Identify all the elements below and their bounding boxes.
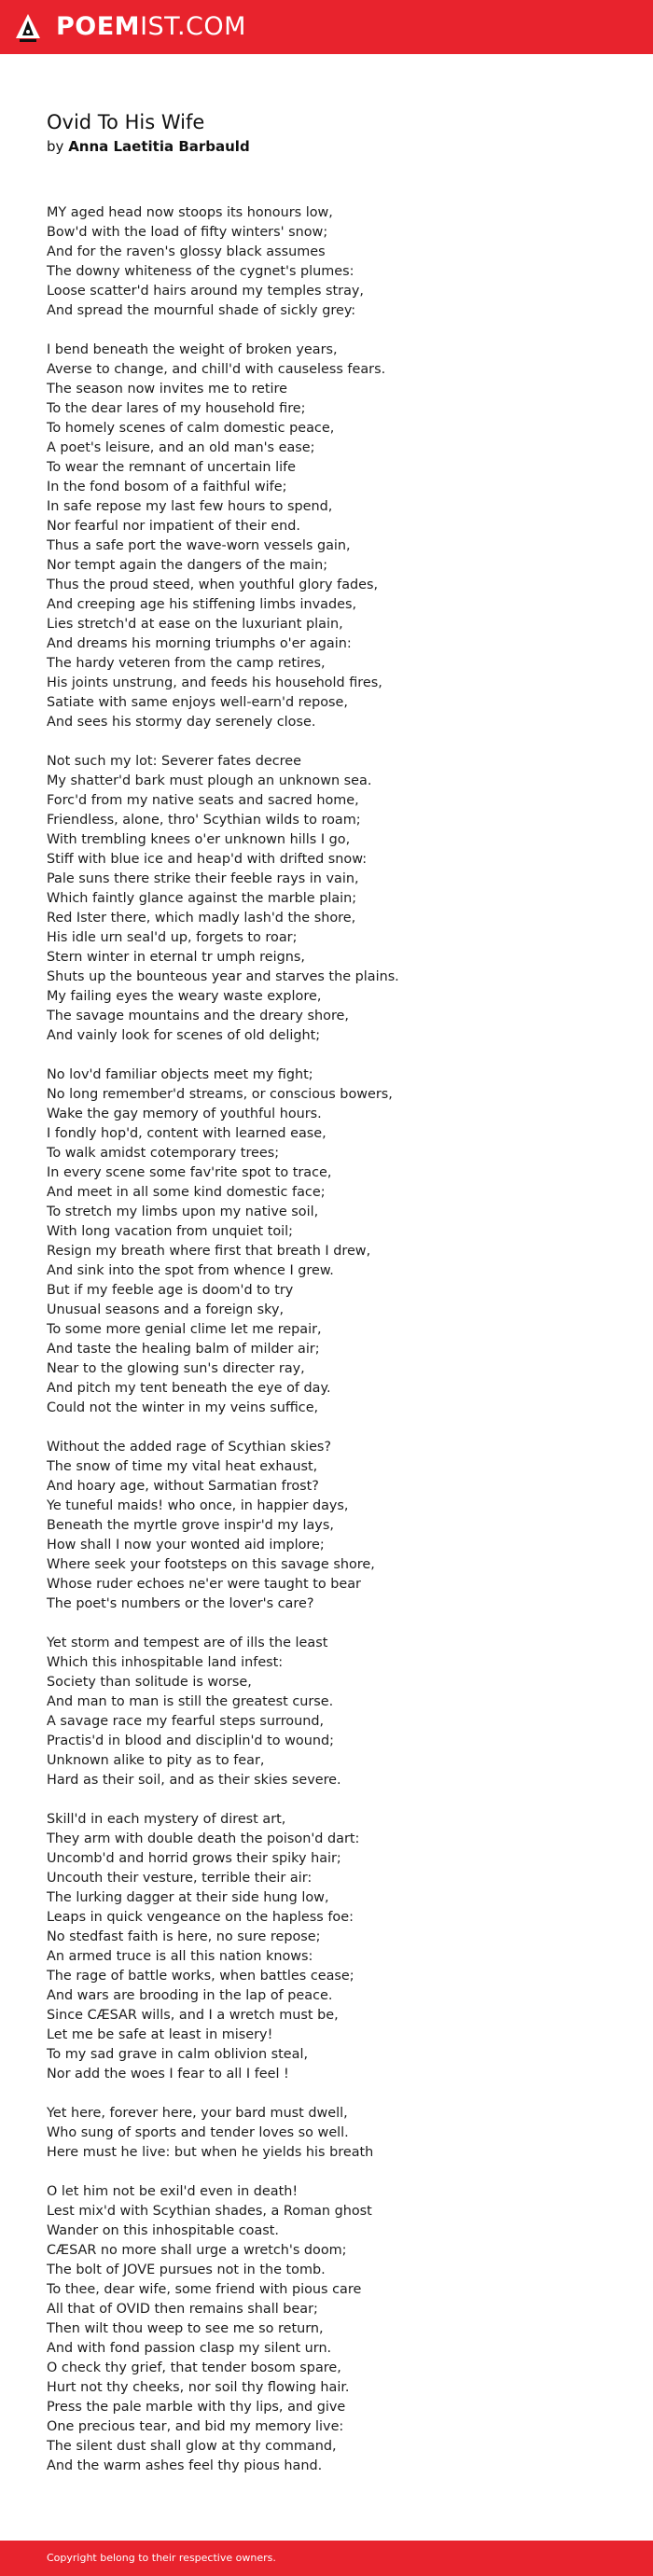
poem-line: The lurking dagger at their side hung low, xyxy=(47,1890,329,1905)
poem-line: Stiff with blue ice and heap'd with drifted snow: xyxy=(47,852,368,867)
stanza xyxy=(47,2182,625,2476)
poem-line: Skill'd in each mystery of direst art, xyxy=(47,1812,286,1827)
site-logo-text[interactable] xyxy=(56,12,246,42)
poem-line: And vainly look for scenes of old delight; xyxy=(47,1028,321,1043)
poem-line: The hardy veteren from the camp retires, xyxy=(47,656,326,671)
poem-line: Practis'd in blood and disciplin'd to wound; xyxy=(47,1734,334,1748)
stanza xyxy=(47,203,625,321)
poem-line: And man to man is still the greatest curse. xyxy=(47,1694,334,1709)
poem-line: The savage mountains and the dreary shore, xyxy=(47,1009,349,1023)
poem-line: Thus a safe port the wave-worn vessels gain, xyxy=(47,538,351,553)
poem-line: The bolt of JOVE pursues not in the tomb. xyxy=(47,2263,326,2277)
poem-line: Where seek your footsteps on this savage shore, xyxy=(47,1557,375,1572)
byline xyxy=(47,136,250,157)
poem-line: Friendless, alone, thro' Scythian wilds to roam; xyxy=(47,813,361,828)
poem-line: Wake the gay memory of youthful hours. xyxy=(47,1107,322,1121)
byline-prefix: by xyxy=(47,138,64,155)
poem-line: Since CÆSAR wills, and I a wretch must be, xyxy=(47,2008,339,2023)
poem-line: His idle urn seal'd up, forgets to roar; xyxy=(47,930,298,945)
poem-line: And creeping age his stiffening limbs invades, xyxy=(47,597,357,612)
poem-line: Society than solitude is worse, xyxy=(47,1675,252,1690)
poem-line: Uncouth their vesture, terrible their air: xyxy=(47,1871,313,1886)
poem-line: Yet storm and tempest are of ills the least xyxy=(47,1636,328,1650)
poem-line: And meet in all some kind domestic face; xyxy=(47,1185,326,1200)
poem-line: To homely scenes of calm domestic peace, xyxy=(47,421,335,436)
poem-line: Leaps in quick vengeance on the hapless foe: xyxy=(47,1910,354,1925)
site-header xyxy=(0,0,653,54)
poem-line: Unusual seasons and a foreign sky, xyxy=(47,1302,285,1317)
poem-line: The snow of time my vital heat exhaust, xyxy=(47,1459,318,1474)
poem-line: O check thy grief, that tender bosom spare, xyxy=(47,2360,341,2375)
poem-line: Without the added rage of Scythian skies? xyxy=(47,1440,332,1455)
poem-line: With long vacation from unquiet toil; xyxy=(47,1224,294,1239)
poem-line: Not such my lot: Severer fates decree xyxy=(47,754,301,769)
poem-line: How shall I now your wonted aid implore; xyxy=(47,1538,325,1553)
poem-line: Uncomb'd and horrid grows their spiky hair; xyxy=(47,1851,341,1866)
stanza xyxy=(47,2104,625,2163)
poem-line: Red Ister there, which madly lash'd the shore, xyxy=(47,911,356,926)
quill-logo-icon[interactable] xyxy=(15,13,41,43)
poem-line: Lest mix'd with Scythian shades, a Roman ghost xyxy=(47,2204,372,2219)
poem-line: And sees his stormy day serenely close. xyxy=(47,715,316,730)
stanza xyxy=(47,341,625,732)
poem-line: The rage of battle works, when battles cease; xyxy=(47,1969,354,1984)
stanza xyxy=(47,1065,625,1418)
poem-line: MY aged head now stoops its honours low, xyxy=(47,205,333,220)
poem-line: And hoary age, without Sarmatian frost? xyxy=(47,1479,319,1494)
poem-line: And pitch my tent beneath the eye of day. xyxy=(47,1381,331,1396)
poem-line: One precious tear, and bid my memory live: xyxy=(47,2419,344,2434)
poem-line: Let me be safe at least in misery! xyxy=(47,2027,273,2042)
poem-line: To some more genial clime let me repair, xyxy=(47,1322,322,1337)
poem-line: Bow'd with the load of fifty winters' snow; xyxy=(47,225,328,240)
site-footer xyxy=(0,2541,653,2576)
poem-line: And for the raven's glossy black assumes xyxy=(47,244,326,259)
copyright-text: Copyright belong to their respective owners. xyxy=(47,2552,276,2564)
poem-line: Pale suns there strike their feeble rays in vain, xyxy=(47,871,359,886)
poem-line: And spread the mournful shade of sickly grey: xyxy=(47,303,356,318)
poem-title: Ovid To His Wife xyxy=(47,111,205,133)
poem-line: My shatter'd bark must plough an unknown sea. xyxy=(47,773,372,788)
poem-line: O let him not be exil'd even in death! xyxy=(47,2184,299,2199)
poem-line: An armed truce is all this nation knows: xyxy=(47,1949,313,1964)
poem-line: To walk amidst cotemporary trees; xyxy=(47,1146,280,1161)
poem-line: And sink into the spot from whence I grew. xyxy=(47,1263,334,1278)
logo-bold-part: POEM xyxy=(56,12,141,41)
poem-line: Beneath the myrtle grove inspir'd my lays, xyxy=(47,1518,334,1533)
poem-line: And the warm ashes feel thy pious hand. xyxy=(47,2458,323,2473)
poem-line: I fondly hop'd, content with learned ease, xyxy=(47,1126,326,1141)
poem-line: But if my feeble age is doom'd to try xyxy=(47,1283,294,1298)
logo-rest-part: IST.COM xyxy=(140,12,246,41)
poem-line: Here must he live: but when he yields his breath xyxy=(47,2145,374,2160)
poem-line: Satiate with same enjoys well-earn'd repose, xyxy=(47,695,348,710)
poem-line: Lies stretch'd at ease on the luxuriant plain, xyxy=(47,617,343,632)
poem-line: Ye tuneful maids! who once, in happier days, xyxy=(47,1498,349,1513)
poem-line: The poet's numbers or the lover's care? xyxy=(47,1596,314,1611)
poem-line: Stern winter in eternal tr umph reigns, xyxy=(47,950,305,965)
poem-line: And wars are brooding in the lap of peace. xyxy=(47,1988,333,2003)
poem-line: Loose scatter'd hairs around my temples stray, xyxy=(47,284,364,299)
poem-line: Thus the proud steed, when youthful glory fades, xyxy=(47,578,379,592)
poem-line: Resign my breath where first that breath I drew, xyxy=(47,1244,371,1259)
poem-line: A savage race my fearful steps surround, xyxy=(47,1714,325,1729)
poem-line: Nor tempt again the dangers of the main; xyxy=(47,558,328,573)
stanza xyxy=(47,1438,625,1614)
poem-line: No lov'd familiar objects meet my fight; xyxy=(47,1067,313,1082)
poem-line: I bend beneath the weight of broken years, xyxy=(47,342,338,357)
poem-line: And taste the healing balm of milder air; xyxy=(47,1342,320,1357)
poem-line: The downy whiteness of the cygnet's plumes: xyxy=(47,264,354,279)
poem-line: Yet here, forever here, your bard must dwell, xyxy=(47,2106,348,2121)
poem-line: With trembling knees o'er unknown hills I go, xyxy=(47,832,351,847)
poem-line: To the dear lares of my household fire; xyxy=(47,401,306,416)
poem-line: No long remember'd streams, or conscious bowers, xyxy=(47,1087,393,1102)
author-name[interactable]: Anna Laetitia Barbauld xyxy=(68,138,250,155)
stanza xyxy=(47,752,625,1046)
poem-line: Could not the winter in my veins suffice, xyxy=(47,1400,319,1415)
poem-line: In the fond bosom of a faithful wife; xyxy=(47,480,287,494)
poem-line: Forc'd from my native seats and sacred home, xyxy=(47,793,359,808)
poem-line: His joints unstrung, and feeds his household fires, xyxy=(47,675,382,690)
stanza xyxy=(47,1810,625,2084)
poem-line: Averse to change, and chill'd with causeless fears. xyxy=(47,362,386,377)
poem-line: Hurt not thy cheeks, nor soil thy flowing hair. xyxy=(47,2380,350,2395)
poem-line: To thee, dear wife, some friend with pious care xyxy=(47,2282,362,2297)
poem-line: In safe repose my last few hours to spend, xyxy=(47,499,333,514)
poem-line: A poet's leisure, and an old man's ease; xyxy=(47,440,315,455)
poem-line: No stedfast faith is here, no sure repose; xyxy=(47,1929,321,1944)
poem-line: The season now invites me to retire xyxy=(47,382,287,397)
poem-line: CÆSAR no more shall urge a wretch's doom; xyxy=(47,2243,347,2258)
poem-line: In every scene some fav'rite spot to trace, xyxy=(47,1165,332,1180)
poem-line: Unknown alike to pity as to fear, xyxy=(47,1753,265,1768)
poem-line: Nor fearful nor impatient of their end. xyxy=(47,519,300,534)
poem-line: Whose ruder echoes ne'er were taught to bear xyxy=(47,1577,361,1592)
poem-line: To my sad grave in calm oblivion steal, xyxy=(47,2047,309,2062)
poem-line: To wear the remnant of uncertain life xyxy=(47,460,297,475)
poem-line: All that of OVID then remains shall bear; xyxy=(47,2302,318,2317)
poem-line: My failing eyes the weary waste explore, xyxy=(47,989,322,1004)
poem-line: Which this inhospitable land infest: xyxy=(47,1655,284,1670)
poem-line: Press the pale marble with thy lips, and give xyxy=(47,2400,346,2415)
poem-line: Nor add the woes I fear to all I feel ! xyxy=(47,2067,289,2082)
poem-line: To stretch my limbs upon my native soil, xyxy=(47,1204,319,1219)
stanza xyxy=(47,1634,625,1790)
poem-line: Near to the glowing sun's directer ray, xyxy=(47,1361,305,1376)
poem-line: And dreams his morning triumphs o'er again: xyxy=(47,636,352,651)
poem-line: Which faintly glance against the marble plain; xyxy=(47,891,357,906)
poem-line: Who sung of sports and tender loves so well. xyxy=(47,2125,349,2140)
poem-line: The silent dust shall glow at thy command, xyxy=(47,2439,337,2454)
poem-line: Wander on this inhospitable coast. xyxy=(47,2223,280,2238)
poem-line: Then wilt thou weep to see me so return, xyxy=(47,2321,324,2336)
poem-body xyxy=(47,203,625,2496)
poem-line: They arm with double death the poison'd dart: xyxy=(47,1831,360,1846)
poem-line: Shuts up the bounteous year and starves the plains. xyxy=(47,969,399,984)
poem-line: Hard as their soil, and as their skies severe. xyxy=(47,1773,341,1788)
poem-line: And with fond passion clasp my silent urn. xyxy=(47,2341,332,2356)
